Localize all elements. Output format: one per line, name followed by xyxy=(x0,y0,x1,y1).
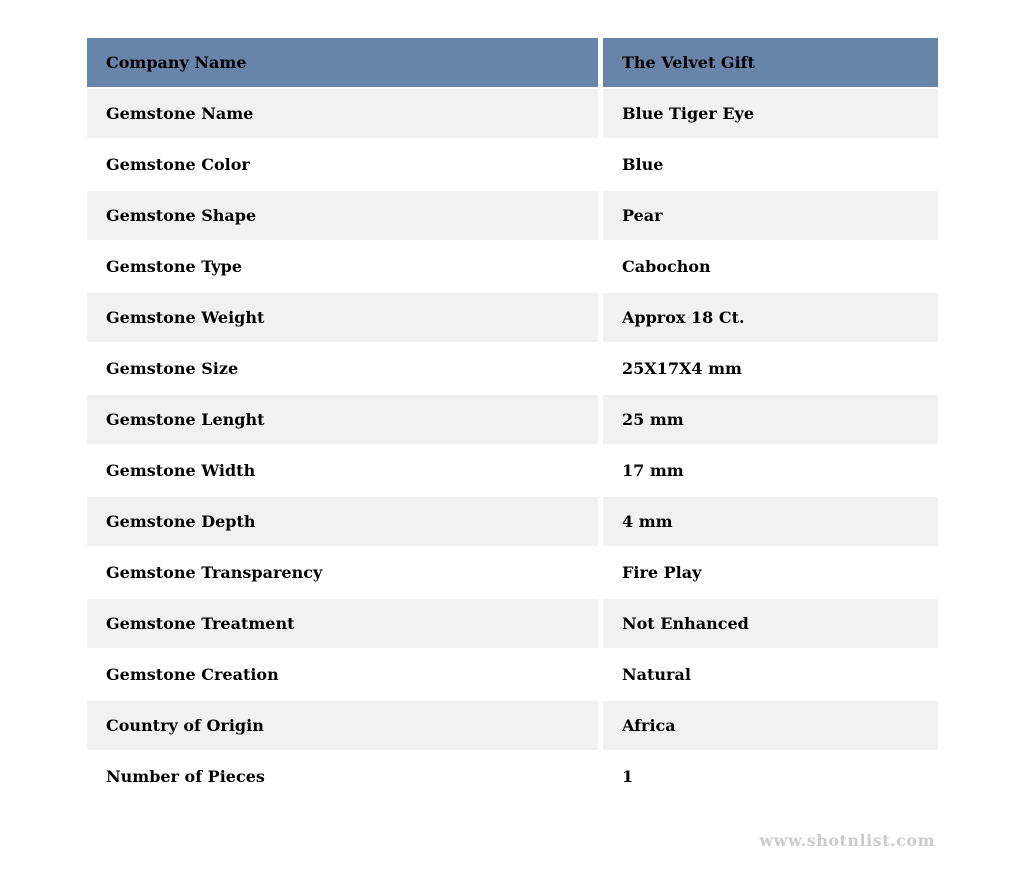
row-label-cell xyxy=(87,293,598,342)
row-value: Natural xyxy=(622,665,691,684)
row-value-cell xyxy=(603,548,938,597)
watermark: www.shotnlist.com xyxy=(759,831,935,850)
row-value: Pear xyxy=(622,206,663,225)
row-value-cell xyxy=(603,140,938,189)
row-value-cell xyxy=(603,650,938,699)
company-name-value: The Velvet Gift xyxy=(622,53,755,72)
table-row-country-of-origin xyxy=(87,701,938,750)
row-value: Blue xyxy=(622,155,664,174)
table-row-gemstone-treatment xyxy=(87,599,938,648)
row-label-cell xyxy=(87,242,598,291)
row-value-cell xyxy=(603,344,938,393)
table-row-gemstone-width xyxy=(87,446,938,495)
row-label: Gemstone Color xyxy=(106,155,250,174)
table-row-gemstone-type xyxy=(87,242,938,291)
row-label: Gemstone Transparency xyxy=(106,563,323,582)
table-row-gemstone-weight xyxy=(87,293,938,342)
row-label-cell xyxy=(87,395,598,444)
row-label-cell xyxy=(87,89,598,138)
table-row-gemstone-size xyxy=(87,344,938,393)
row-label: Gemstone Shape xyxy=(106,206,257,225)
row-value: Cabochon xyxy=(622,257,711,276)
row-label: Gemstone Creation xyxy=(106,665,279,684)
row-label: Gemstone Depth xyxy=(106,512,256,531)
table-row-gemstone-transparency xyxy=(87,548,938,597)
row-label-cell xyxy=(87,650,598,699)
row-label: Gemstone Type xyxy=(106,257,243,276)
row-label-cell xyxy=(87,548,598,597)
table-row-gemstone-depth xyxy=(87,497,938,546)
header-label-cell xyxy=(87,38,598,87)
row-value: 17 mm xyxy=(622,461,684,480)
row-value-cell xyxy=(603,395,938,444)
row-value: Fire Play xyxy=(622,563,702,582)
table-row-gemstone-shape xyxy=(87,191,938,240)
row-value: Africa xyxy=(622,716,676,735)
gemstone-spec-table xyxy=(87,38,938,803)
row-label: Gemstone Width xyxy=(106,461,256,480)
row-value-cell xyxy=(603,89,938,138)
row-value: 25 mm xyxy=(622,410,684,429)
row-label-cell xyxy=(87,344,598,393)
row-value-cell xyxy=(603,497,938,546)
row-value: 4 mm xyxy=(622,512,673,531)
row-value: Not Enhanced xyxy=(622,614,749,633)
row-value: 25X17X4 mm xyxy=(622,359,742,378)
table-row-number-of-pieces xyxy=(87,752,938,801)
row-label: Number of Pieces xyxy=(106,767,265,786)
row-label: Gemstone Name xyxy=(106,104,254,123)
row-value-cell xyxy=(603,599,938,648)
row-label-cell xyxy=(87,140,598,189)
row-label-cell xyxy=(87,752,598,801)
company-name-label: Company Name xyxy=(106,53,247,72)
row-value-cell xyxy=(603,701,938,750)
table-row-gemstone-name xyxy=(87,89,938,138)
row-label: Country of Origin xyxy=(106,716,264,735)
table-header-row xyxy=(87,38,938,87)
row-label-cell xyxy=(87,599,598,648)
row-label-cell xyxy=(87,191,598,240)
row-label: Gemstone Treatment xyxy=(106,614,295,633)
row-label: Gemstone Lenght xyxy=(106,410,265,429)
table-row-gemstone-color xyxy=(87,140,938,189)
row-value-cell xyxy=(603,191,938,240)
table-row-gemstone-creation xyxy=(87,650,938,699)
row-value-cell xyxy=(603,242,938,291)
row-label-cell xyxy=(87,701,598,750)
row-label: Gemstone Size xyxy=(106,359,239,378)
row-value-cell xyxy=(603,293,938,342)
row-label-cell xyxy=(87,446,598,495)
row-value: 1 xyxy=(622,767,634,786)
row-value: Approx 18 Ct. xyxy=(622,308,745,327)
row-label-cell xyxy=(87,497,598,546)
row-value: Blue Tiger Eye xyxy=(622,104,755,123)
row-value-cell xyxy=(603,446,938,495)
row-value-cell xyxy=(603,752,938,801)
header-value-cell xyxy=(603,38,938,87)
table-row-gemstone-lenght xyxy=(87,395,938,444)
row-label: Gemstone Weight xyxy=(106,308,265,327)
